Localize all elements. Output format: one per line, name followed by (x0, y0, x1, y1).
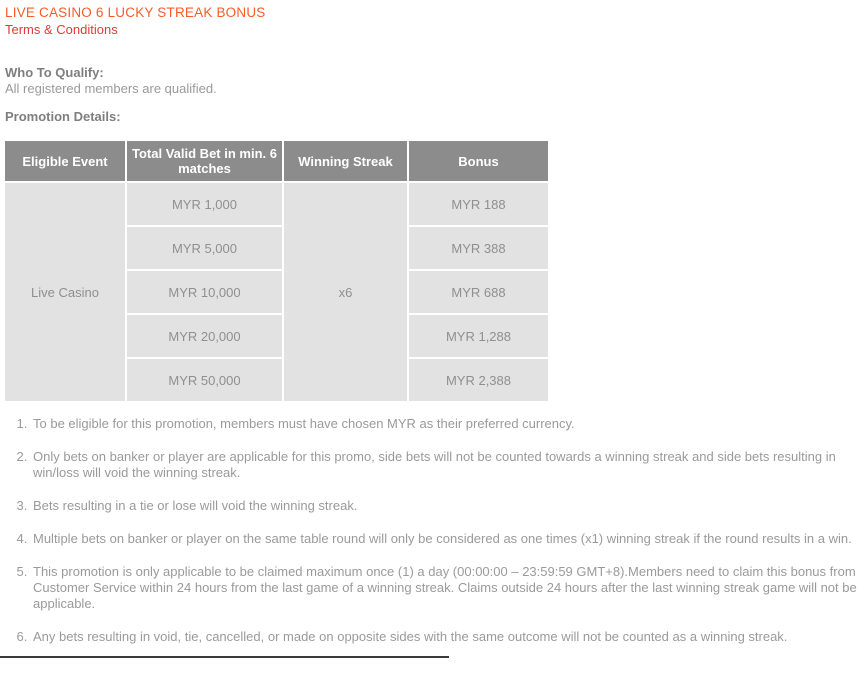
bonus-cell: MYR 2,388 (409, 359, 548, 401)
bet-cell: MYR 1,000 (127, 183, 282, 225)
promo-title: LIVE CASINO 6 LUCKY STREAK BONUS (5, 5, 266, 20)
col-header-winning-streak: Winning Streak (284, 141, 407, 181)
promotion-details-heading: Promotion Details: (5, 109, 121, 124)
terms-item-2: 2. Only bets on banker or player are applicable for this promo, side bets will not be counted towards a winning streak and side bets resulting in win/loss will void the winning streak. (31, 449, 859, 481)
bonus-table (3, 139, 550, 403)
bet-cell: MYR 5,000 (127, 227, 282, 269)
bonus-cell: MYR 688 (409, 271, 548, 313)
bonus-cell: MYR 388 (409, 227, 548, 269)
col-header-bonus: Bonus (409, 141, 548, 181)
who-to-qualify-heading: Who To Qualify: (5, 65, 104, 80)
bonus-cell: MYR 188 (409, 183, 548, 225)
table-header-row (5, 141, 548, 181)
bonus-cell: MYR 1,288 (409, 315, 548, 357)
terms-item-6: 6. Any bets resulting in void, tie, cancelled, or made on opposite sides with the same outcome will not be counted as a winning streak. (31, 629, 859, 645)
bet-cell: MYR 10,000 (127, 271, 282, 313)
terms-item-4: 4. Multiple bets on banker or player on the same table round will only be considered as one times (x1) winning streak if the round results in a win. (31, 531, 859, 547)
table-row (5, 183, 548, 225)
col-header-total-valid-bet: Total Valid Bet in min. 6 matches (127, 141, 282, 181)
bet-cell: MYR 50,000 (127, 359, 282, 401)
eligible-event-cell: Live Casino (5, 183, 125, 401)
terms-and-conditions-link[interactable]: Terms & Conditions (5, 22, 118, 37)
terms-item-3: 3. Bets resulting in a tie or lose will void the winning streak. (31, 498, 859, 514)
col-header-eligible-event: Eligible Event (5, 141, 125, 181)
who-to-qualify-text: All registered members are qualified. (5, 81, 217, 96)
terms-list (5, 416, 859, 645)
winning-streak-cell: x6 (284, 183, 407, 401)
terms-item-1: 1. To be eligible for this promotion, members must have chosen MYR as their preferred currency. (31, 416, 859, 432)
terms-item-5: 5. This promotion is only applicable to be claimed maximum once (1) a day (00:00:00 – 23:59:59 GMT+8).Members need to claim this bonus from Customer Service within 24 hours from the last game of a winning streak. Claims outside 24 hours after the last winning streak game will not be applicable. (31, 564, 859, 612)
frame-bottom-border (0, 656, 449, 658)
bet-cell: MYR 20,000 (127, 315, 282, 357)
